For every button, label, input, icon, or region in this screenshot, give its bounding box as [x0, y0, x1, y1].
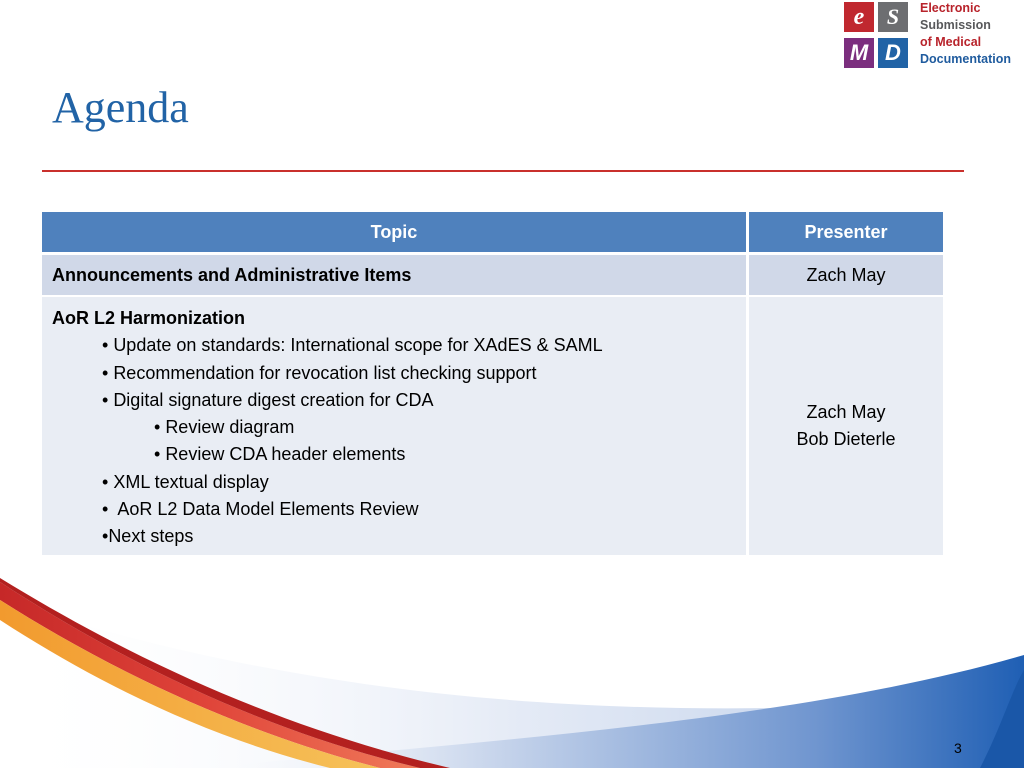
- decorative-swoosh: [0, 560, 1024, 768]
- logo-tile-s: S: [878, 2, 908, 32]
- presenter-name: Zach May: [806, 401, 886, 422]
- column-header-topic: Topic: [42, 212, 748, 254]
- topic-cell: Announcements and Administrative Items: [42, 254, 748, 297]
- logo-tile-m: M: [844, 38, 874, 68]
- list-item: •Next steps: [102, 526, 194, 547]
- list-item-text: Update on standards: International scope for XAdES & SAML: [113, 335, 603, 356]
- list-item-text: Next steps: [108, 526, 194, 547]
- topic-list: [42, 297, 746, 555]
- table-row: [42, 254, 943, 297]
- list-item: • XML textual display: [102, 471, 269, 492]
- logo-line-1: Electronic: [920, 1, 981, 15]
- topic-heading: AoR L2 Harmonization: [52, 308, 246, 328]
- list-item: • Update on standards: International scope for XAdES & SAML: [102, 335, 603, 356]
- logo-tile-e: e: [844, 2, 874, 32]
- sub-list-item: • Review CDA header elements: [154, 444, 406, 465]
- list-item: • Digital signature digest creation for CDA: [102, 389, 434, 410]
- presenter-name: Bob Dieterle: [796, 428, 896, 449]
- table-header-row: [42, 212, 943, 254]
- logo-line-3: of Medical: [920, 35, 982, 49]
- logo-tile-d: D: [878, 38, 908, 68]
- list-item-text: Digital signature digest creation for CDA: [113, 389, 434, 410]
- title-divider: [42, 170, 964, 172]
- list-item-text: Review CDA header elements: [165, 444, 406, 465]
- esmd-logo: [842, 2, 1024, 72]
- page-number: 3: [954, 740, 962, 756]
- list-item: • Recommendation for revocation list checking support: [102, 362, 537, 383]
- slide-title: Agenda: [52, 83, 189, 132]
- topic-cell: [42, 296, 748, 556]
- presenter-cell: Zach May: [748, 254, 944, 297]
- list-item-text: Review diagram: [165, 417, 295, 438]
- list-item-text: XML textual display: [113, 471, 269, 492]
- column-header-presenter: Presenter: [748, 212, 944, 254]
- logo-wordmark: [920, 0, 1011, 68]
- list-item-text: Recommendation for revocation list checking support: [113, 362, 537, 383]
- presenter-cell: [748, 296, 944, 556]
- logo-line-2: Submission: [920, 18, 991, 32]
- logo-line-4: Documentation: [920, 52, 1011, 66]
- agenda-table: [42, 212, 943, 557]
- list-item: • AoR L2 Data Model Elements Review: [102, 499, 419, 520]
- table-row: [42, 296, 943, 556]
- sub-list-item: • Review diagram: [154, 417, 295, 438]
- list-item-text: AoR L2 Data Model Elements Review: [113, 499, 419, 520]
